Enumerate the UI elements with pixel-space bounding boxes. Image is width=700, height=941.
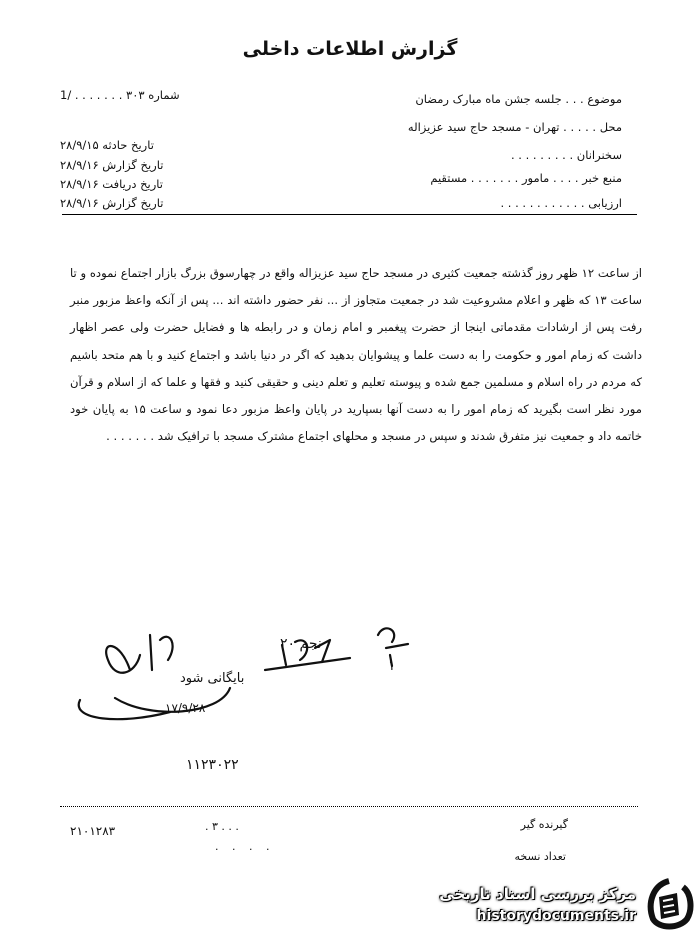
speaker-field: سخنرانان . . . . . . . . .: [510, 148, 622, 162]
copies-label: تعداد نسخه: [514, 850, 566, 863]
header-divider: [62, 214, 637, 215]
subject-field: موضوع . . . جلسه جشن ماه مبارک رمضان: [415, 92, 622, 106]
report-date: تاریخ گزارش ۲۸/۹/۱۶: [60, 158, 164, 172]
stamp-code: ۱۱۲۳۰۲۲: [186, 757, 239, 773]
receiver-label: گیرنده گیر: [520, 818, 568, 831]
footer-left-code: ۲۱۰۱۲۸۳: [70, 824, 116, 838]
evaluation-field: ارزیابی . . . . . . . . . . . .: [500, 196, 622, 210]
place-field: محل . . . . . تهران - مسجد حاج سید عزیزاله: [407, 120, 622, 134]
archive-url: historydocuments.ir: [476, 908, 636, 924]
handwriting-center-text: ۲۰ نجم: [280, 636, 322, 652]
event-date: تاریخ حادثه ۲۸/۹/۱۵: [60, 138, 154, 152]
document-title: گزارش اطلاعات داخلی: [242, 38, 458, 60]
handwriting-left-text: بایگانی شود: [180, 671, 245, 686]
footer-divider: [60, 806, 638, 807]
report-body: از ساعت ۱۲ ظهر روز گذشته جمعیت کثیری در مسجد حاج سید عزیزاله واقع در چهارسوق بزرگ بازار اجتماع نموده و تا ساعت ۱۳ که ظهر و اعلام مشروعیت شد در جمعیت متجاوز از ... نفر حضور داشته اند ... پس از آنکه واعظ مزبور منبر رفت پس از ارشادات مقدماتی اینجا از حضرت پیغمبر و امام زمان و در رابطه ها و فضایل حضرت ولی عصر اظهار داشت که زمام امور و حکومت را به دست علما و پیشوایان بدهید که اگر در دنیا باشد و اجتماع کنید و با هم متحد باشیم که مردم در راه اسلام و مسلمین جمع شده و پیوسته تعلیم و تعلم دینی و حقیقی کنید و فقها و علما که از اسلام و قرآن مورد نظر است بگیرید که زمام امور را به دست آنها بسپارید در پایان واعظ مزبور دعا نمود و ساعت ۱۵ به پایان خود خاتمه داد و جمعیت نیز متفرق شدند و سپس در مسجد و محلهای اجتماع مشترک مسجد با ترافیک شد . . . . . . .: [70, 266, 643, 444]
footer-marks: . ۳ . . .: [205, 820, 239, 833]
archive-book-logo-icon: [643, 875, 695, 931]
receive-date: تاریخ دریافت ۲۸/۹/۱۶: [60, 177, 164, 191]
archive-name: مرکز بررسی اسناد تاریخی: [439, 885, 636, 903]
footer-marks-2: . . . .: [215, 840, 275, 853]
document-number: شماره ۳۰۳ . . . . . . . /1: [60, 88, 180, 102]
handwriting-left-date: ۱۷/۹/۲۸: [165, 701, 206, 715]
handwriting-right-text: ۱: [388, 659, 395, 674]
handwritten-annotations: [60, 600, 430, 740]
report-serial: تاریخ گزارش ۲۸/۹/۱۶: [60, 196, 164, 210]
source-field: منبع خبر . . . . مامور . . . . . . . مستقیم: [430, 171, 622, 185]
